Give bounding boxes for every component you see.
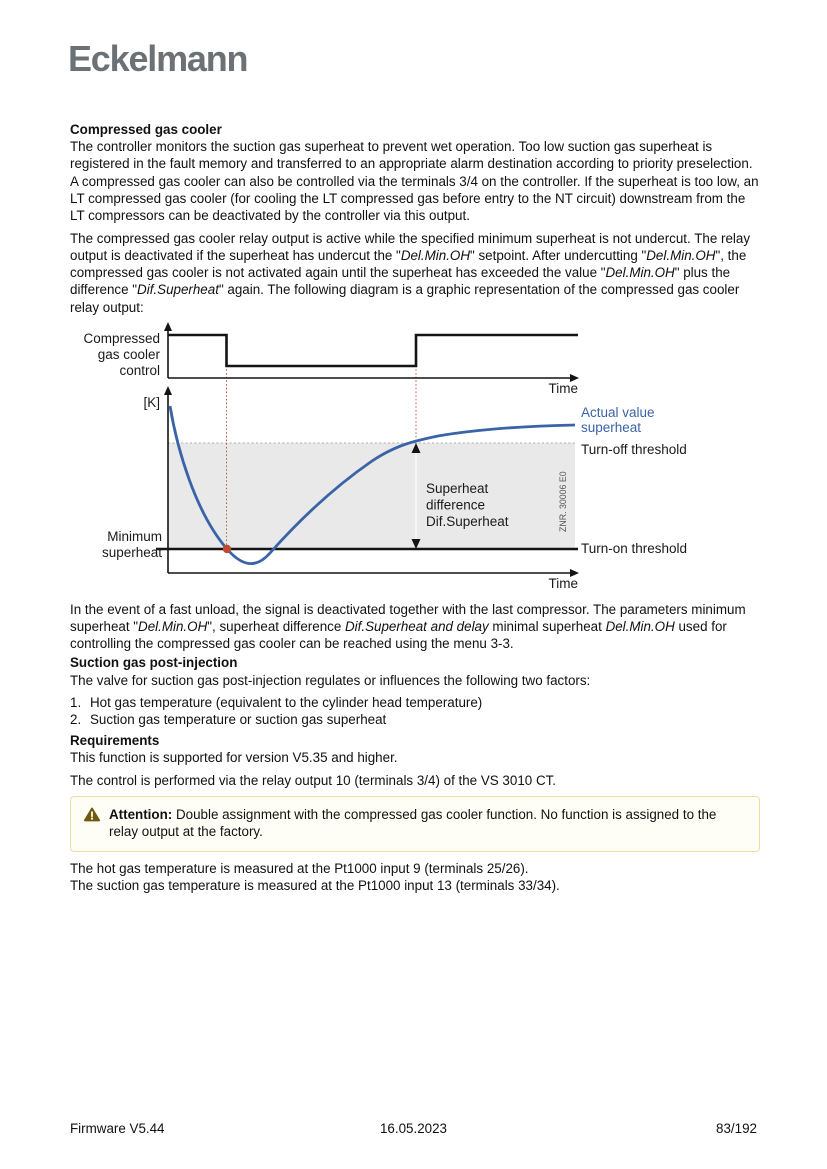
page-footer — [0, 1121, 827, 1139]
list-item — [70, 694, 760, 711]
superheat-difference-label-line3: Dif.Superheat — [426, 513, 509, 529]
actual-value-label-line2: superheat — [581, 419, 642, 435]
list-item-text: Hot gas temperature (equivalent to the cylinder head temperature) — [90, 695, 483, 711]
body-paragraph: The suction gas temperature is measured at the Pt1000 input 13 (terminals 33/34). — [70, 877, 560, 893]
list-item — [70, 711, 760, 728]
turn-off-threshold-label: Turn-off threshold — [581, 441, 687, 457]
attention-text: Attention: Double assignment with the compressed gas cooler function. No function is assigned to the relay output at the factory. — [109, 807, 717, 840]
list-item-number: 1. — [70, 695, 82, 711]
superheat-difference-label-line1: Superheat — [426, 480, 489, 496]
superheat-difference-label-line2: difference — [426, 497, 486, 513]
relay-output-waveform — [168, 335, 578, 366]
footer-page-number: 83/192 — [716, 1121, 757, 1136]
relay-y-axis-arrow-icon — [164, 322, 172, 331]
turn-on-threshold-label: Turn-on threshold — [581, 540, 688, 556]
section-heading-suction-gas-post-injection: Suction gas post-injection — [70, 655, 238, 671]
body-paragraph: This function is supported for version V5.35 and higher. — [70, 750, 398, 766]
attention-label: Attention: — [109, 807, 173, 823]
eckelmann-logo: Eckelmann — [68, 38, 248, 79]
actual-value-label-line1: Actual value — [581, 404, 655, 420]
list-item-text: Suction gas temperature or suction gas superheat — [90, 712, 387, 728]
body-paragraph: The control is performed via the relay output 10 (terminals 3/4) of the VS 3010 CT. — [70, 773, 557, 789]
minimum-superheat-label-line2: superheat — [101, 544, 162, 560]
control-label-line3: control — [119, 362, 160, 378]
page-content — [70, 76, 760, 894]
body-paragraph: The compressed gas cooler relay output is active while the specified minimum superheat is not undercut. The relay output is deactivated if the superheat has undercut the "Del.Min.OH" setpoint. After undercutting "Del.Min.OH", the compressed gas cooler is not activated again until the superheat has exceeded the value "Del.Min.OH" plus the difference "Dif.Superheat" again. The following diagram is a graphic representation of the compressed gas cooler relay output: — [70, 230, 751, 315]
control-label-line1: Compressed — [83, 330, 160, 346]
warning-triangle-icon — [84, 806, 100, 840]
numbered-list — [70, 694, 760, 728]
section-heading-requirements: Requirements — [70, 733, 160, 749]
list-item-number: 2. — [70, 712, 82, 728]
footer-firmware-version: Firmware V5.44 — [70, 1121, 165, 1136]
relay-output-diagram — [70, 320, 760, 600]
superheat-time-axis-label: Time — [548, 575, 578, 591]
kelvin-unit-label: [K] — [143, 394, 160, 410]
minimum-superheat-label-line1: Minimum — [107, 528, 162, 544]
superheat-y-axis-arrow-icon — [164, 386, 172, 395]
body-paragraph: In the event of a fast unload, the signal is deactivated together with the last compressor. The parameters minimum superheat "Del.Min.OH", superheat difference Dif.Superheat and delay minimal superheat Del.Min.OH used for controlling the compressed gas cooler can be reached using the menu 3-3. — [70, 601, 746, 652]
hysteresis-band-shade — [168, 443, 575, 549]
body-paragraph: The controller monitors the suction gas superheat to prevent wet operation. Too low suction gas superheat is registered in the fault memory and transferred to an appropriate alarm destination according to priority preselection. A compressed gas cooler can also be controlled via the terminals 3/4 on the controller. If the superheat is too low, an LT compressed gas cooler (for cooling the LT compressed gas before entry to the NT circuit) downstream from the LT compressors can be deactivated by the controller via this output. — [70, 139, 759, 224]
body-paragraph: The valve for suction gas post-injection regulates or influences the following two factors: — [70, 672, 591, 688]
drawing-number-label: ZNR. 30006 E0 — [558, 471, 568, 532]
attention-callout-box — [70, 796, 760, 851]
body-paragraph: The hot gas temperature is measured at the Pt1000 input 9 (terminals 25/26). — [70, 860, 529, 876]
section-heading-compressed-gas-cooler: Compressed gas cooler — [70, 122, 222, 137]
undercut-marker-dot — [223, 545, 231, 553]
footer-date: 16.05.2023 — [379, 1121, 448, 1136]
relay-time-axis-label: Time — [548, 380, 578, 396]
control-label-line2: gas cooler — [97, 346, 160, 362]
measurement-note-block — [70, 860, 760, 894]
